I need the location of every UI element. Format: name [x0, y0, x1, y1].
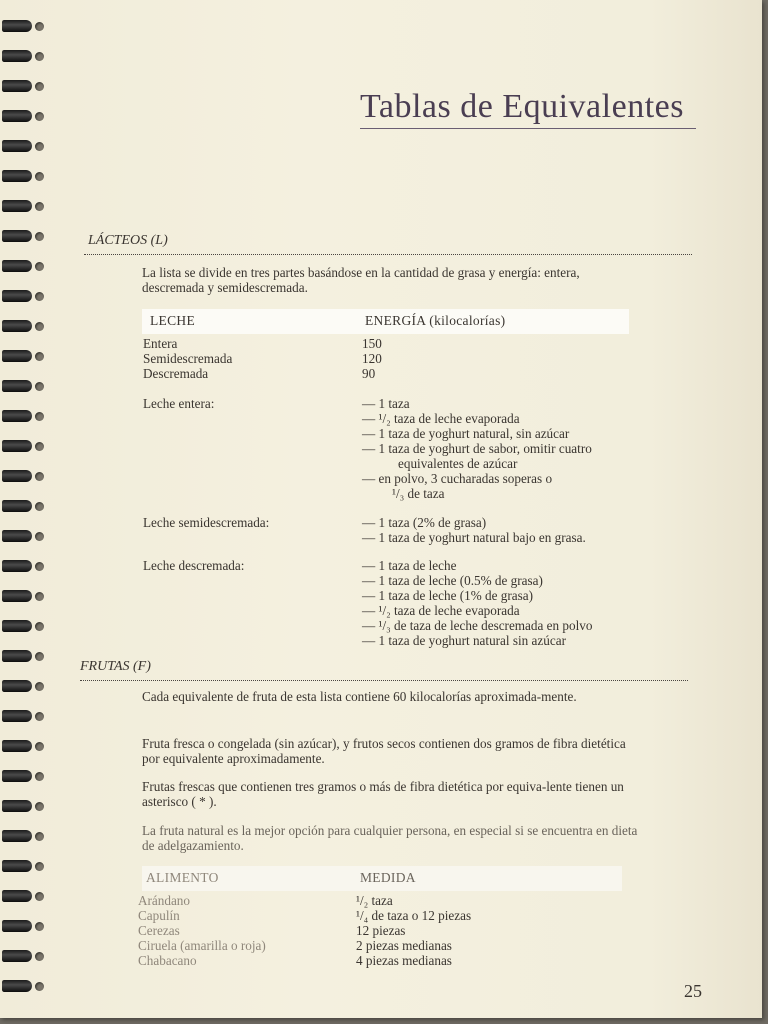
binding-ring	[2, 440, 32, 452]
binding-hole	[35, 652, 44, 661]
binding-hole	[35, 202, 44, 211]
binding-ring	[2, 560, 32, 572]
binding-ring	[2, 260, 32, 272]
binding-hole	[35, 532, 44, 541]
binding-ring	[2, 110, 32, 122]
equivalent-item: — 1 taza (2% de grasa)	[362, 515, 487, 530]
lacteos-intro: La lista se divide en tres partes basándose en la cantidad de grasa y energía: entera, descremada y semidescremada.	[142, 265, 580, 295]
row-name: Capulín	[138, 908, 180, 923]
leche-table-header	[142, 309, 629, 334]
binding-ring	[2, 650, 32, 662]
frutas-paragraph: La fruta natural es la mejor opción para cualquier persona, en especial si se encuentra en dieta de adelgazamiento.	[142, 823, 638, 853]
binding-ring	[2, 20, 32, 32]
equivalent-item: — ¹/₂ taza de leche evaporada	[362, 603, 520, 618]
binding-hole	[35, 622, 44, 631]
group-label-semidescremada: Leche semidescremada:	[143, 515, 270, 530]
binding-ring	[2, 980, 32, 992]
binding-ring	[2, 350, 32, 362]
binding-ring	[2, 710, 32, 722]
binding-ring	[2, 740, 32, 752]
page-title: Tablas de Equivalentes	[360, 88, 696, 129]
row-value: 150	[362, 336, 382, 351]
equivalent-item: — 1 taza de yoghurt natural, sin azúcar	[362, 426, 570, 441]
binding-hole	[35, 112, 44, 121]
group-label-entera: Leche entera:	[143, 396, 215, 411]
binding-hole	[35, 352, 44, 361]
binding-ring	[2, 620, 32, 632]
binding-ring	[2, 890, 32, 902]
binding-hole	[35, 502, 44, 511]
row-name: Cerezas	[138, 923, 180, 938]
fruit-names	[138, 893, 266, 968]
spiral-binding	[0, 0, 48, 1018]
page-number: 25	[684, 981, 702, 1001]
binding-ring	[2, 530, 32, 542]
binding-hole	[35, 292, 44, 301]
binding-ring	[2, 800, 32, 812]
row-value: 120	[362, 351, 382, 366]
row-name: Descremada	[143, 366, 209, 381]
row-value: ¹/₄ de taza o 12 piezas	[356, 908, 472, 923]
binding-hole	[35, 922, 44, 931]
binding-ring	[2, 320, 32, 332]
binding-ring	[2, 950, 32, 962]
binding-ring	[2, 770, 32, 782]
equivalent-item: — 1 taza de yoghurt de sabor, omitir cuatro	[362, 441, 592, 456]
binding-hole	[35, 982, 44, 991]
binding-hole	[35, 442, 44, 451]
binding-hole	[35, 892, 44, 901]
equivalent-item: equivalentes de azúcar	[398, 456, 518, 471]
binding-ring	[2, 860, 32, 872]
row-name: Arándano	[138, 893, 190, 908]
binding-hole	[35, 82, 44, 91]
binding-hole	[35, 262, 44, 271]
section-divider	[84, 254, 692, 255]
binding-ring	[2, 920, 32, 932]
header-energia: ENERGÍA (kilocalorías)	[365, 313, 506, 328]
binding-ring	[2, 830, 32, 842]
equivalent-item: — ¹/₃ de taza de leche descremada en polvo	[362, 618, 593, 633]
binding-hole	[35, 322, 44, 331]
row-name: Semidescremada	[143, 351, 233, 366]
equivalent-item: — 1 taza de leche (0.5% de grasa)	[362, 573, 543, 588]
frutas-paragraph: Fruta fresca o congelada (sin azúcar), y frutos secos contienen dos gramos de fibra dietética por equivalente aproximadamente.	[142, 736, 626, 766]
group-label-descremada: Leche descremada:	[143, 558, 245, 573]
equivalent-item: — 1 taza de leche (1% de grasa)	[362, 588, 533, 603]
header-leche: LECHE	[150, 313, 195, 328]
row-name: Chabacano	[138, 953, 197, 968]
frutas-paragraph: Frutas frescas que contienen tres gramos o más de fibra dietética por equiva-lente tienen un asterisco ( * ).	[142, 779, 624, 809]
row-value: 4 piezas medianas	[356, 953, 452, 968]
equivalent-item: — ¹/₂ taza de leche evaporada	[362, 411, 520, 426]
binding-ring	[2, 680, 32, 692]
row-value: 12 piezas	[356, 923, 406, 938]
binding-hole	[35, 832, 44, 841]
binding-hole	[35, 172, 44, 181]
section-heading-lacteos: LÁCTEOS (L)	[88, 233, 168, 248]
binding-hole	[35, 772, 44, 781]
fruit-measures	[356, 893, 471, 968]
binding-hole	[35, 382, 44, 391]
binding-ring	[2, 80, 32, 92]
binding-hole	[35, 232, 44, 241]
equivalent-item: — 1 taza	[362, 396, 410, 411]
header-alimento: ALIMENTO	[146, 870, 219, 885]
binding-ring	[2, 590, 32, 602]
binding-hole	[35, 742, 44, 751]
header-medida: MEDIDA	[360, 870, 416, 885]
section-heading-frutas: FRUTAS (F)	[80, 659, 151, 674]
binding-hole	[35, 952, 44, 961]
binding-hole	[35, 682, 44, 691]
binding-hole	[35, 22, 44, 31]
binding-hole	[35, 862, 44, 871]
leche-types	[143, 336, 232, 381]
binding-ring	[2, 470, 32, 482]
frutas-table-header	[142, 866, 622, 891]
binding-ring	[2, 230, 32, 242]
leche-energy	[362, 336, 382, 381]
group-items-entera	[362, 396, 592, 501]
binding-ring	[2, 50, 32, 62]
binding-hole	[35, 712, 44, 721]
equivalent-item: — 1 taza de yoghurt natural bajo en grasa.	[362, 530, 586, 545]
binding-hole	[35, 412, 44, 421]
binding-ring	[2, 500, 32, 512]
binding-ring	[2, 290, 32, 302]
row-value: 90	[362, 366, 376, 381]
row-value: ¹/₂ taza	[356, 893, 393, 908]
equivalent-item: — 1 taza de yoghurt natural sin azúcar	[362, 633, 566, 648]
binding-ring	[2, 380, 32, 392]
binding-hole	[35, 52, 44, 61]
binding-ring	[2, 170, 32, 182]
equivalent-item: ¹/₃ de taza	[392, 486, 445, 501]
row-name: Entera	[143, 336, 178, 351]
binding-ring	[2, 140, 32, 152]
binding-hole	[35, 802, 44, 811]
frutas-paragraph: Cada equivalente de fruta de esta lista contiene 60 kilocalorías aproximada-mente.	[142, 689, 577, 704]
binding-hole	[35, 592, 44, 601]
binding-hole	[35, 142, 44, 151]
row-value: 2 piezas medianas	[356, 938, 452, 953]
equivalent-item: — en polvo, 3 cucharadas soperas o	[362, 471, 553, 486]
binding-hole	[35, 472, 44, 481]
group-items-descremada	[362, 558, 592, 648]
binding-hole	[35, 562, 44, 571]
group-items-semidescremada	[362, 515, 586, 545]
binding-ring	[2, 410, 32, 422]
row-name: Ciruela (amarilla o roja)	[138, 938, 266, 953]
equivalent-item: — 1 taza de leche	[362, 558, 457, 573]
binding-ring	[2, 200, 32, 212]
section-divider	[80, 680, 688, 681]
